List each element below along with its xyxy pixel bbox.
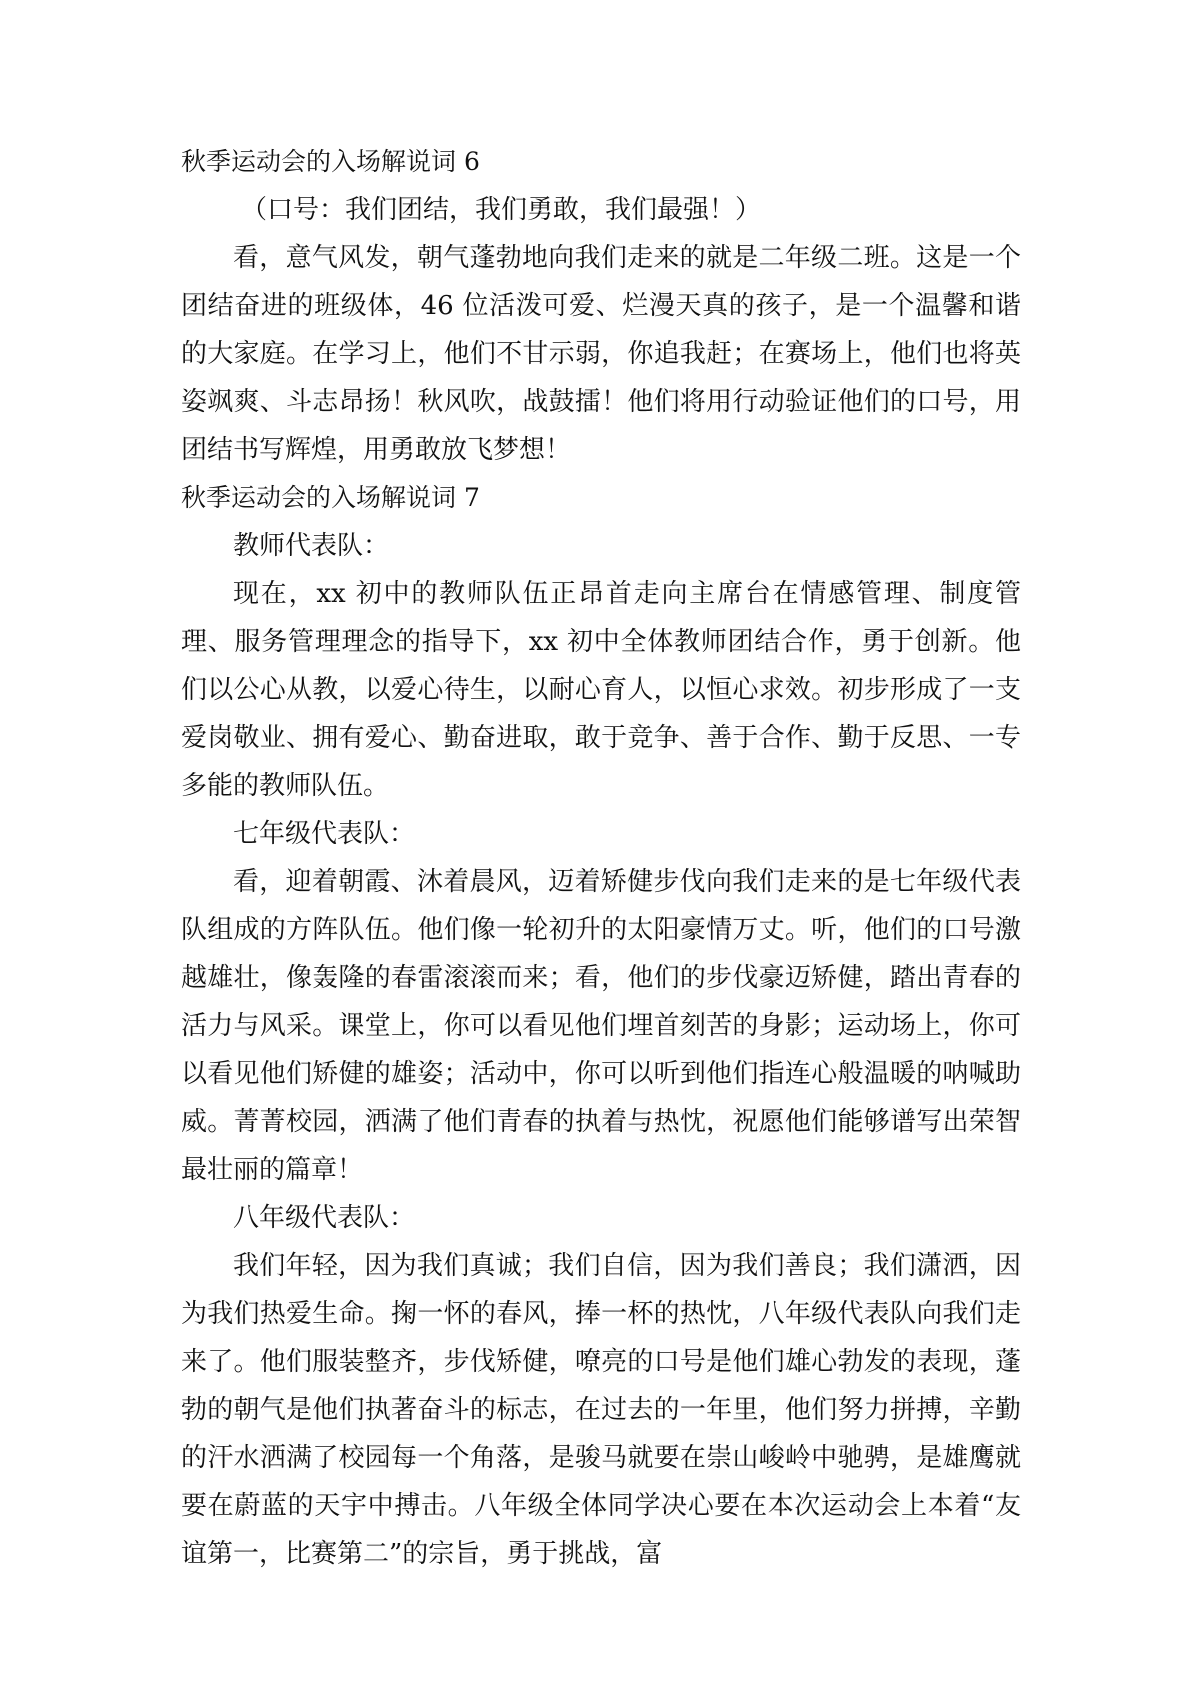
grade-7-team-paragraph: 看，迎着朝霞、沐着晨风，迈着矫健步伐向我们走来的是七年级代表队组成的方阵队伍。他们像一轮初升的太阳豪情万丈。听，他们的口号激越雄壮，像轰隆的春雷滚滚而来；看，他们的步伐豪迈矫健，踏出青春的活力与风采。课堂上，你可以看见他们埋首刻苦的身影；运动场上，你可以看见他们矫健的雄姿；活动中，你可以听到他们指连心般温暖的呐喊助威。菁菁校园，洒满了他们青春的执着与热忱，祝愿他们能够谱写出荣智最壮丽的篇章！: [181, 867, 1021, 1185]
grade-8-team-paragraph: 我们年轻，因为我们真诚；我们自信，因为我们善良；我们潇洒，因为我们热爱生命。掬一怀的春风，捧一杯的热忱，八年级代表队向我们走来了。他们服装整齐，步伐矫健，嘹亮的口号是他们雄心勃发的表现，蓬勃的朝气是他们执著奋斗的标志，在过去的一年里，他们努力拼搏，辛勤的汗水洒满了校园每一个角落，是骏马就要在崇山峻岭中驰骋，是雄鹰就要在蔚蓝的天宇中搏击。八年级全体同学决心要在本次运动会上本着“友谊第一，比赛第二”的宗旨，勇于挑战，富: [181, 1251, 1021, 1569]
teacher-team-label: 教师代表队：: [233, 531, 390, 561]
class-2-2-paragraph: 看，意气风发，朝气蓬勃地向我们走来的就是二年级二班。这是一个团结奋进的班级体，46 位活泼可爱、烂漫天真的孩子，是一个温馨和谐的大家庭。在学习上，他们不甘示弱，你追我赶；在赛场上，他们也将英姿飒爽、斗志昂扬！秋风吹，战鼓擂！他们将用行动验证他们的口号，用团结书写辉煌，用勇敢放飞梦想！: [181, 243, 1021, 465]
grade-7-team-label: 七年级代表队：: [233, 819, 416, 849]
grade-8-team-label: 八年级代表队：: [233, 1203, 416, 1233]
teacher-team-paragraph: 现在，xx 初中的教师队伍正昂首走向主席台在情感管理、制度管理、服务管理理念的指导下，xx 初中全体教师团结合作，勇于创新。他们以公心从教，以爱心待生，以耐心育人，以恒心求效。初步形成了一支爱岗敬业、拥有爱心、勤奋进取，敢于竞争、善于合作、勤于反思、一专多能的教师队伍。: [181, 579, 1021, 801]
document-body: [181, 138, 1021, 1578]
section-heading-7: 秋季运动会的入场解说词 7: [181, 483, 480, 512]
slogan-paragraph: （口号：我们团结，我们勇敢，我们最强！）: [241, 195, 762, 225]
section-heading-6: 秋季运动会的入场解说词 6: [181, 147, 480, 176]
